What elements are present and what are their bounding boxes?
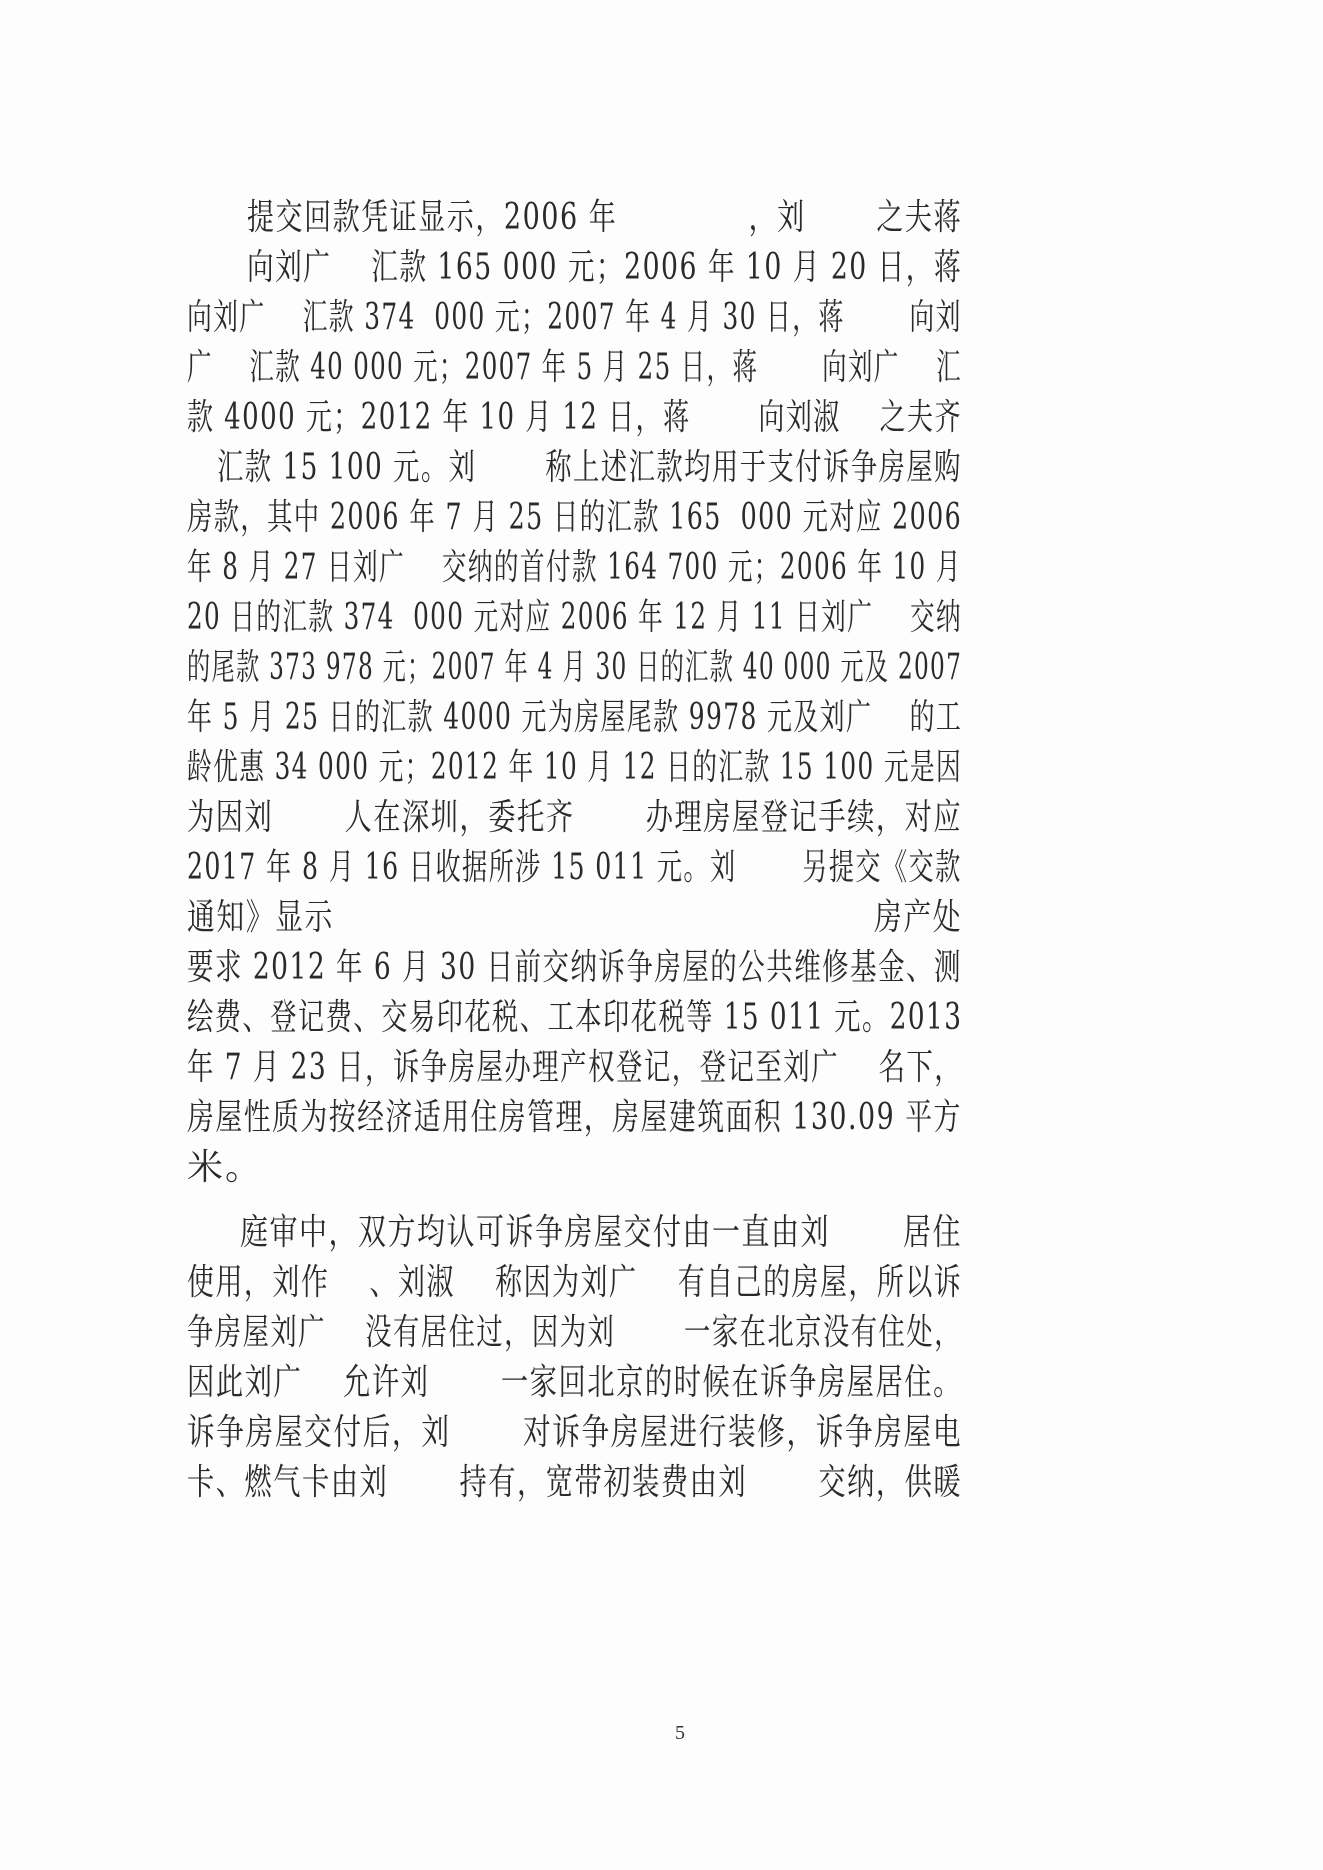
text-line: 提交回款凭证显示，2006 年 ，刘 之夫蒋 [247, 197, 963, 238]
text-line: 使用，刘作 、刘淑 称因为刘广 有自己的房屋，所以诉 [187, 1262, 963, 1303]
text-line: 汇款 15 100 元。刘 称上述汇款均用于支付诉争房屋购 [217, 447, 962, 488]
text-line: 20 日的汇款 374 000 元对应 2006 年 12 月 11 日刘广 交纳 [187, 597, 963, 638]
text-line: 2017 年 8 月 16 日收据所涉 15 011 元。刘 另提交《交款 [187, 847, 962, 888]
page-number: 5 [675, 1722, 685, 1744]
text-line: 米。 [187, 1147, 264, 1188]
text-line: 的尾款 373 978 元；2007 年 4 月 30 日的汇款 40 000 元及 2007 [187, 647, 963, 688]
text-line: 年 8 月 27 日刘广 交纳的首付款 164 700 元；2006 年 10 月 [187, 547, 962, 588]
text-line: 向刘广 汇款 165 000 元；2006 年 10 月 20 日，蒋 [247, 247, 963, 288]
text-line: 龄优惠 34 000 元；2012 年 10 月 12 日的汇款 15 100 元是因 [187, 747, 963, 788]
text-line: 年 7 月 23 日，诉争房屋办理产权登记，登记至刘广 名下， [187, 1047, 963, 1088]
text-line: 广 汇款 40 000 元；2007 年 5 月 25 日，蒋 向刘广 汇 [187, 347, 963, 388]
text-line: 年 5 月 25 日的汇款 4000 元为房屋尾款 9978 元及刘广 的工 [187, 697, 963, 738]
text-line: 争房屋刘广 没有居住过，因为刘 一家在北京没有住处， [187, 1312, 962, 1353]
text-line: 庭审中，双方均认可诉争房屋交付由一直由刘 居住 [240, 1212, 963, 1253]
text-line: 诉争房屋交付后，刘 对诉争房屋进行装修，诉争房屋电 [187, 1412, 963, 1453]
text-line: 房屋性质为按经济适用住房管理，房屋建筑面积 130.09 平方 [187, 1097, 962, 1138]
text-line: 款 4000 元；2012 年 10 月 12 日，蒋 向刘淑 之夫齐 [187, 397, 962, 438]
text-line: 要求 2012 年 6 月 30 日前交纳诉争房屋的公共维修基金、测 [187, 947, 963, 988]
text-line: 通知》显示 房产处 [187, 897, 963, 938]
text-line: 向刘广 汇款 374 000 元；2007 年 4 月 30 日，蒋 向刘 [187, 297, 962, 338]
text-line: 因此刘广 允许刘 一家回北京的时候在诉争房屋居住。 [187, 1362, 962, 1403]
text-line: 为因刘 人在深圳，委托齐 办理房屋登记手续，对应 [187, 797, 963, 838]
text-line: 卡、燃气卡由刘 持有，宽带初装费由刘 交纳，供暖 [187, 1462, 963, 1503]
text-line: 房款，其中 2006 年 7 月 25 日的汇款 165 000 元对应 2006 [187, 497, 963, 538]
text-line: 绘费、登记费、交易印花税、工本印花税等 15 011 元。2013 [187, 997, 963, 1038]
